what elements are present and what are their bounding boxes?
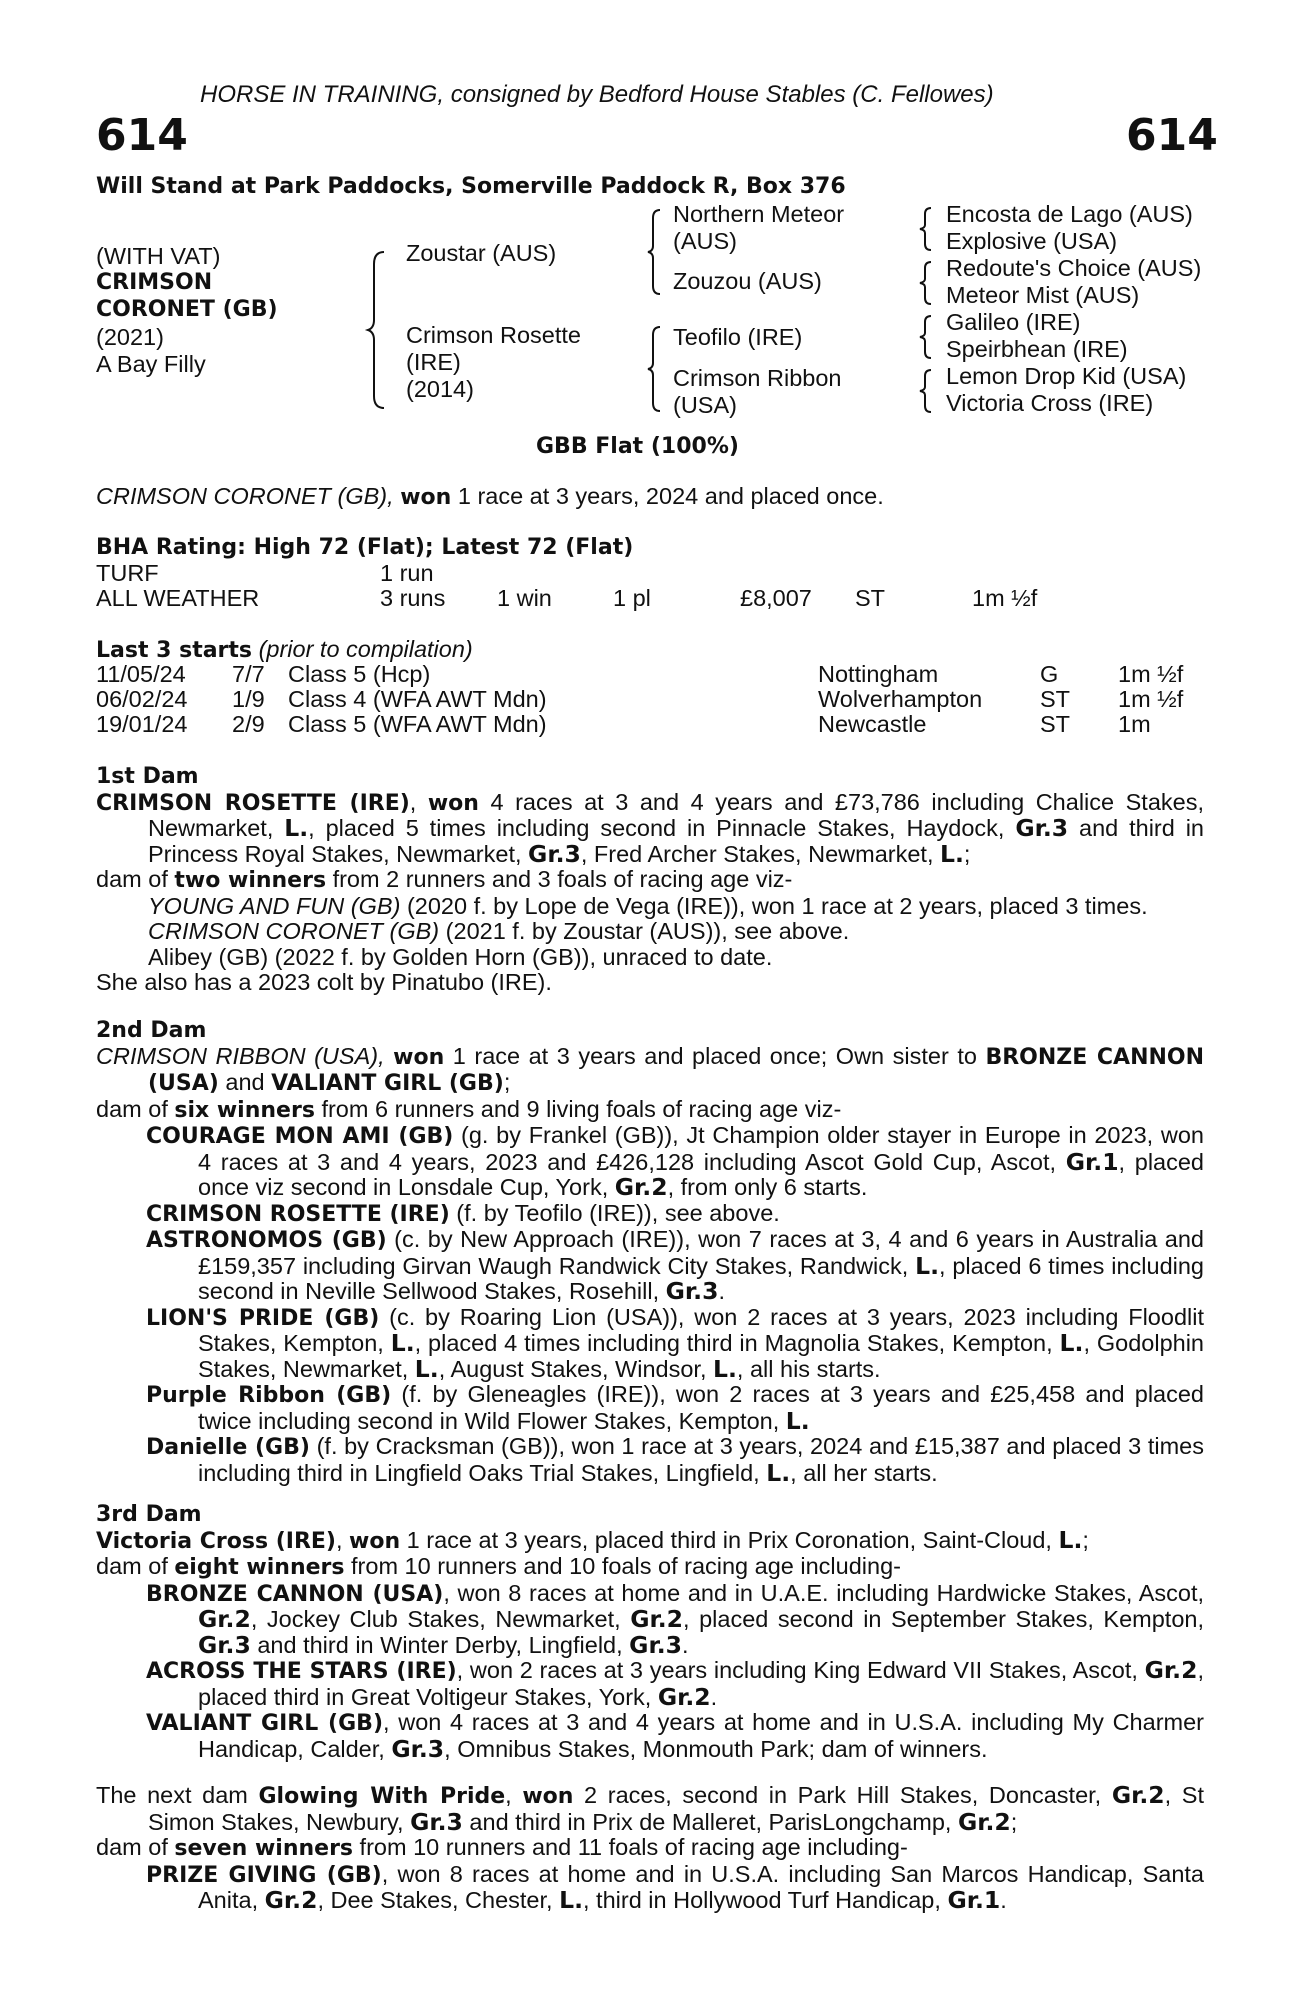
aw-wins: 1 win (497, 585, 552, 611)
lot-number-left: 614 (96, 110, 188, 161)
offspring-item: Danielle (GB) (f. by Cracksman (GB)), won 1 race at 3 years, 2024 and £15,387 and placed 3 times including third in Lingfield Oaks Trial Stakes, Lingfield, L., all her starts. (146, 1433, 1204, 1487)
second-dam-section (96, 1018, 1204, 1486)
offspring-item: BRONZE CANNON (USA), won 8 races at home and in U.A.E. including Hardwicke Stakes, Ascot, Gr.2, Jockey Club Stakes, Newmarket, Gr.2, placed second in September Stakes, Kempton, Gr.3 and third in Winter Derby, Lingfield, Gr.3. (146, 1579, 1205, 1659)
dam-of-line: dam of six winners from 6 runners and 9 living foals of racing age viz- (96, 1095, 842, 1123)
start-going: G (1040, 661, 1059, 687)
dam-sire: Teofilo (IRE) (673, 324, 803, 350)
offspring-item: CRIMSON CORONET (GB) (2021 f. by Zoustar (AUS)), see above. (148, 918, 850, 944)
dam-of-line: dam of seven winners from 10 runners and 11 foals of racing age including- (96, 1834, 908, 1861)
start-course: Newcastle (818, 711, 927, 737)
gen3-sss: Encosta de Lago (AUS) (946, 201, 1193, 227)
start-date: 06/02/24 (96, 686, 188, 712)
offspring-item: ACROSS THE STARS (IRE), won 2 races at 3 years including King Edward VII Stakes, Ascot, Gr.2, placed third in Great Voltigeur Stakes, York, Gr.2. (146, 1656, 1204, 1711)
section-heading: 2nd Dam (96, 1018, 207, 1043)
start-race: Class 4 (WFA AWT Mdn) (288, 686, 547, 712)
sire-dam-brace (368, 250, 388, 410)
start-race: Class 5 (WFA AWT Mdn) (288, 711, 547, 737)
offspring-item: LION'S PRIDE (GB) (c. by Roaring Lion (USA)), won 2 races at 3 years, 2023 including Floodlit Stakes, Kempton, L., placed 4 times including third in Magnolia Stakes, Kempton, L., Godolphin Stakes, Newmarket, L., August Stakes, Windsor, L., all his starts. (146, 1303, 1205, 1383)
aw-label: ALL WEATHER (96, 585, 260, 611)
gen3-dss: Galileo (IRE) (946, 309, 1081, 335)
start-date: 19/01/24 (96, 711, 188, 737)
race-summary: CRIMSON CORONET (GB), won 1 race at 3 years, 2024 and placed once. (96, 483, 884, 510)
dam-dam-line1: Crimson Ribbon (673, 365, 842, 391)
offspring-item: YOUNG AND FUN (GB) (2020 f. by Lope de Vega (IRE)), won 1 race at 2 years, placed 3 times. (148, 892, 1148, 919)
offspring-item: ASTRONOMOS (GB) (c. by New Approach (IRE)), won 7 races at 3, 4 and 6 years in Australia and £159,357 including Girvan Waugh Randwick City Stakes, Randwick, L., placed 6 times including second in Neville Sellwood Stakes, Rosehill, Gr.3. (146, 1226, 1205, 1305)
gen3-brace-2 (920, 260, 934, 306)
start-going: ST (1040, 711, 1071, 737)
consignment-line: HORSE IN TRAINING, consigned by Bedford House Stables (C. Fellowes) (200, 81, 994, 108)
dam-parents-brace (648, 325, 664, 413)
gen3-sdd: Meteor Mist (AUS) (946, 282, 1140, 308)
offspring-item: Alibey (GB) (2022 f. by Golden Horn (GB)), unraced to date. (148, 943, 773, 970)
sire-dam: Zouzou (AUS) (673, 268, 822, 294)
aw-prize: £8,007 (740, 585, 812, 611)
sire-sire-line1: Northern Meteor (673, 201, 845, 227)
gen3-brace-1 (920, 206, 934, 252)
dam-of-line: dam of eight winners from 10 runners and 10 foals of racing age including- (96, 1553, 901, 1580)
start-position: 1/9 (232, 686, 265, 712)
dam-record: CRIMSON ROSETTE (IRE), won 4 races at 3 and 4 years and £73,786 including Chalice Stakes, Newmarket, L., placed 5 times including second in Pinnacle Stakes, Haydock, Gr.3 and third in Princess Royal Stakes, Newmarket, Gr.3, Fred Archer Stakes, Newmarket, L.; (96, 788, 1204, 868)
aw-placed: 1 pl (613, 585, 651, 611)
start-race: Class 5 (Hcp) (288, 661, 431, 687)
horse-name-line2: CORONET (GB) (96, 297, 278, 322)
start-distance: 1m ½f (1118, 661, 1184, 687)
last-starts-heading: Last 3 starts (prior to compilation) (96, 636, 473, 663)
gen3-dds: Lemon Drop Kid (USA) (946, 363, 1187, 389)
dam-name-line3: (2014) (406, 376, 474, 402)
section-heading: 1st Dam (96, 764, 199, 789)
turf-label: TURF (96, 560, 159, 586)
dam-record: The next dam Glowing With Pride, won 2 races, second in Park Hill Stakes, Doncaster, Gr.2, St Simon Stakes, Newbury, Gr.3 and third in Prix de Malleret, ParisLongchamp, Gr.2; (96, 1781, 1204, 1836)
dam-name-line1: Crimson Rosette (406, 322, 581, 348)
gbb-flat: GBB Flat (100%) (536, 434, 739, 459)
horse-description: A Bay Filly (96, 351, 206, 377)
dam-of-line: dam of two winners from 2 runners and 3 foals of racing age viz- (96, 866, 793, 893)
turf-runs: 1 run (380, 560, 434, 586)
gen3-dsd: Speirbhean (IRE) (946, 336, 1128, 362)
start-course: Wolverhampton (818, 686, 983, 712)
third-dam-section (96, 1502, 1204, 1762)
start-position: 7/7 (232, 661, 265, 687)
offspring-item: CRIMSON ROSETTE (IRE) (f. by Teofilo (IRE)), see above. (146, 1199, 780, 1227)
bha-rating: BHA Rating: High 72 (Flat); Latest 72 (Flat) (96, 535, 634, 560)
offspring-item: COURAGE MON AMI (GB) (g. by Frankel (GB)), Jt Champion older stayer in Europe in 2023, won 4 races at 3 and 4 years, 2023 and £426,128 including Ascot Gold Cup, Ascot, Gr.1, placed once viz second in Lonsdale Cup, York, Gr.2, from only 6 starts. (146, 1122, 1205, 1201)
offspring-item: VALIANT GIRL (GB), won 4 races at 3 and 4 years at home and in U.S.A. including My Charmer Handicap, Calder, Gr.3, Omnibus Stakes, Monmouth Park; dam of winners. (146, 1709, 1204, 1763)
sire-name: Zoustar (AUS) (406, 240, 557, 266)
first-dam-section (96, 764, 1204, 996)
dam-record: Victoria Cross (IRE), won 1 race at 3 years, placed third in Prix Coronation, Saint-Cloud, L.; (96, 1525, 1089, 1554)
offspring-item: PRIZE GIVING (GB), won 8 races at home and in U.S.A. including San Marcos Handicap, Santa Anita, Gr.2, Dee Stakes, Chester, L., third in Hollywood Turf Handicap, Gr.1. (146, 1860, 1204, 1914)
location-line: Will Stand at Park Paddocks, Somerville Paddock R, Box 376 (96, 174, 846, 199)
also-has-line: She also has a 2023 colt by Pinatubo (IRE). (96, 969, 552, 995)
dam-name-line2: (IRE) (406, 349, 461, 375)
start-course: Nottingham (818, 661, 939, 687)
start-distance: 1m (1118, 711, 1151, 737)
dam-dam-line2: (USA) (673, 392, 737, 418)
start-going: ST (1040, 686, 1071, 712)
gen3-sds: Redoute's Choice (AUS) (946, 255, 1202, 281)
next-dam-section (96, 1783, 1204, 1914)
foaling-year: (2021) (96, 324, 164, 350)
sire-parents-brace (648, 208, 664, 296)
gen3-brace-3 (920, 314, 934, 360)
lot-number-right: 614 (1126, 110, 1218, 161)
gen3-ssd: Explosive (USA) (946, 228, 1118, 254)
start-distance: 1m ½f (1118, 686, 1184, 712)
sire-sire-line2: (AUS) (673, 228, 737, 254)
dam-record: CRIMSON RIBBON (USA), won 1 race at 3 years and placed once; Own sister to BRONZE CANNON (USA) and VALIANT GIRL (GB); (96, 1042, 1205, 1096)
start-position: 2/9 (232, 711, 265, 737)
section-heading: 3rd Dam (96, 1502, 202, 1527)
aw-runs: 3 runs (380, 585, 446, 611)
offspring-item: Purple Ribbon (GB) (f. by Gleneagles (IRE)), won 2 races at 3 years and £25,458 and placed twice including second in Wild Flower Stakes, Kempton, L. (146, 1381, 1204, 1435)
vat-note: (WITH VAT) (96, 243, 221, 269)
aw-going: ST (855, 585, 886, 611)
aw-distance: 1m ½f (972, 585, 1038, 611)
gen3-brace-4 (920, 368, 934, 414)
gen3-ddd: Victoria Cross (IRE) (946, 390, 1154, 416)
start-date: 11/05/24 (96, 661, 186, 687)
horse-name-line1: CRIMSON (96, 270, 213, 295)
